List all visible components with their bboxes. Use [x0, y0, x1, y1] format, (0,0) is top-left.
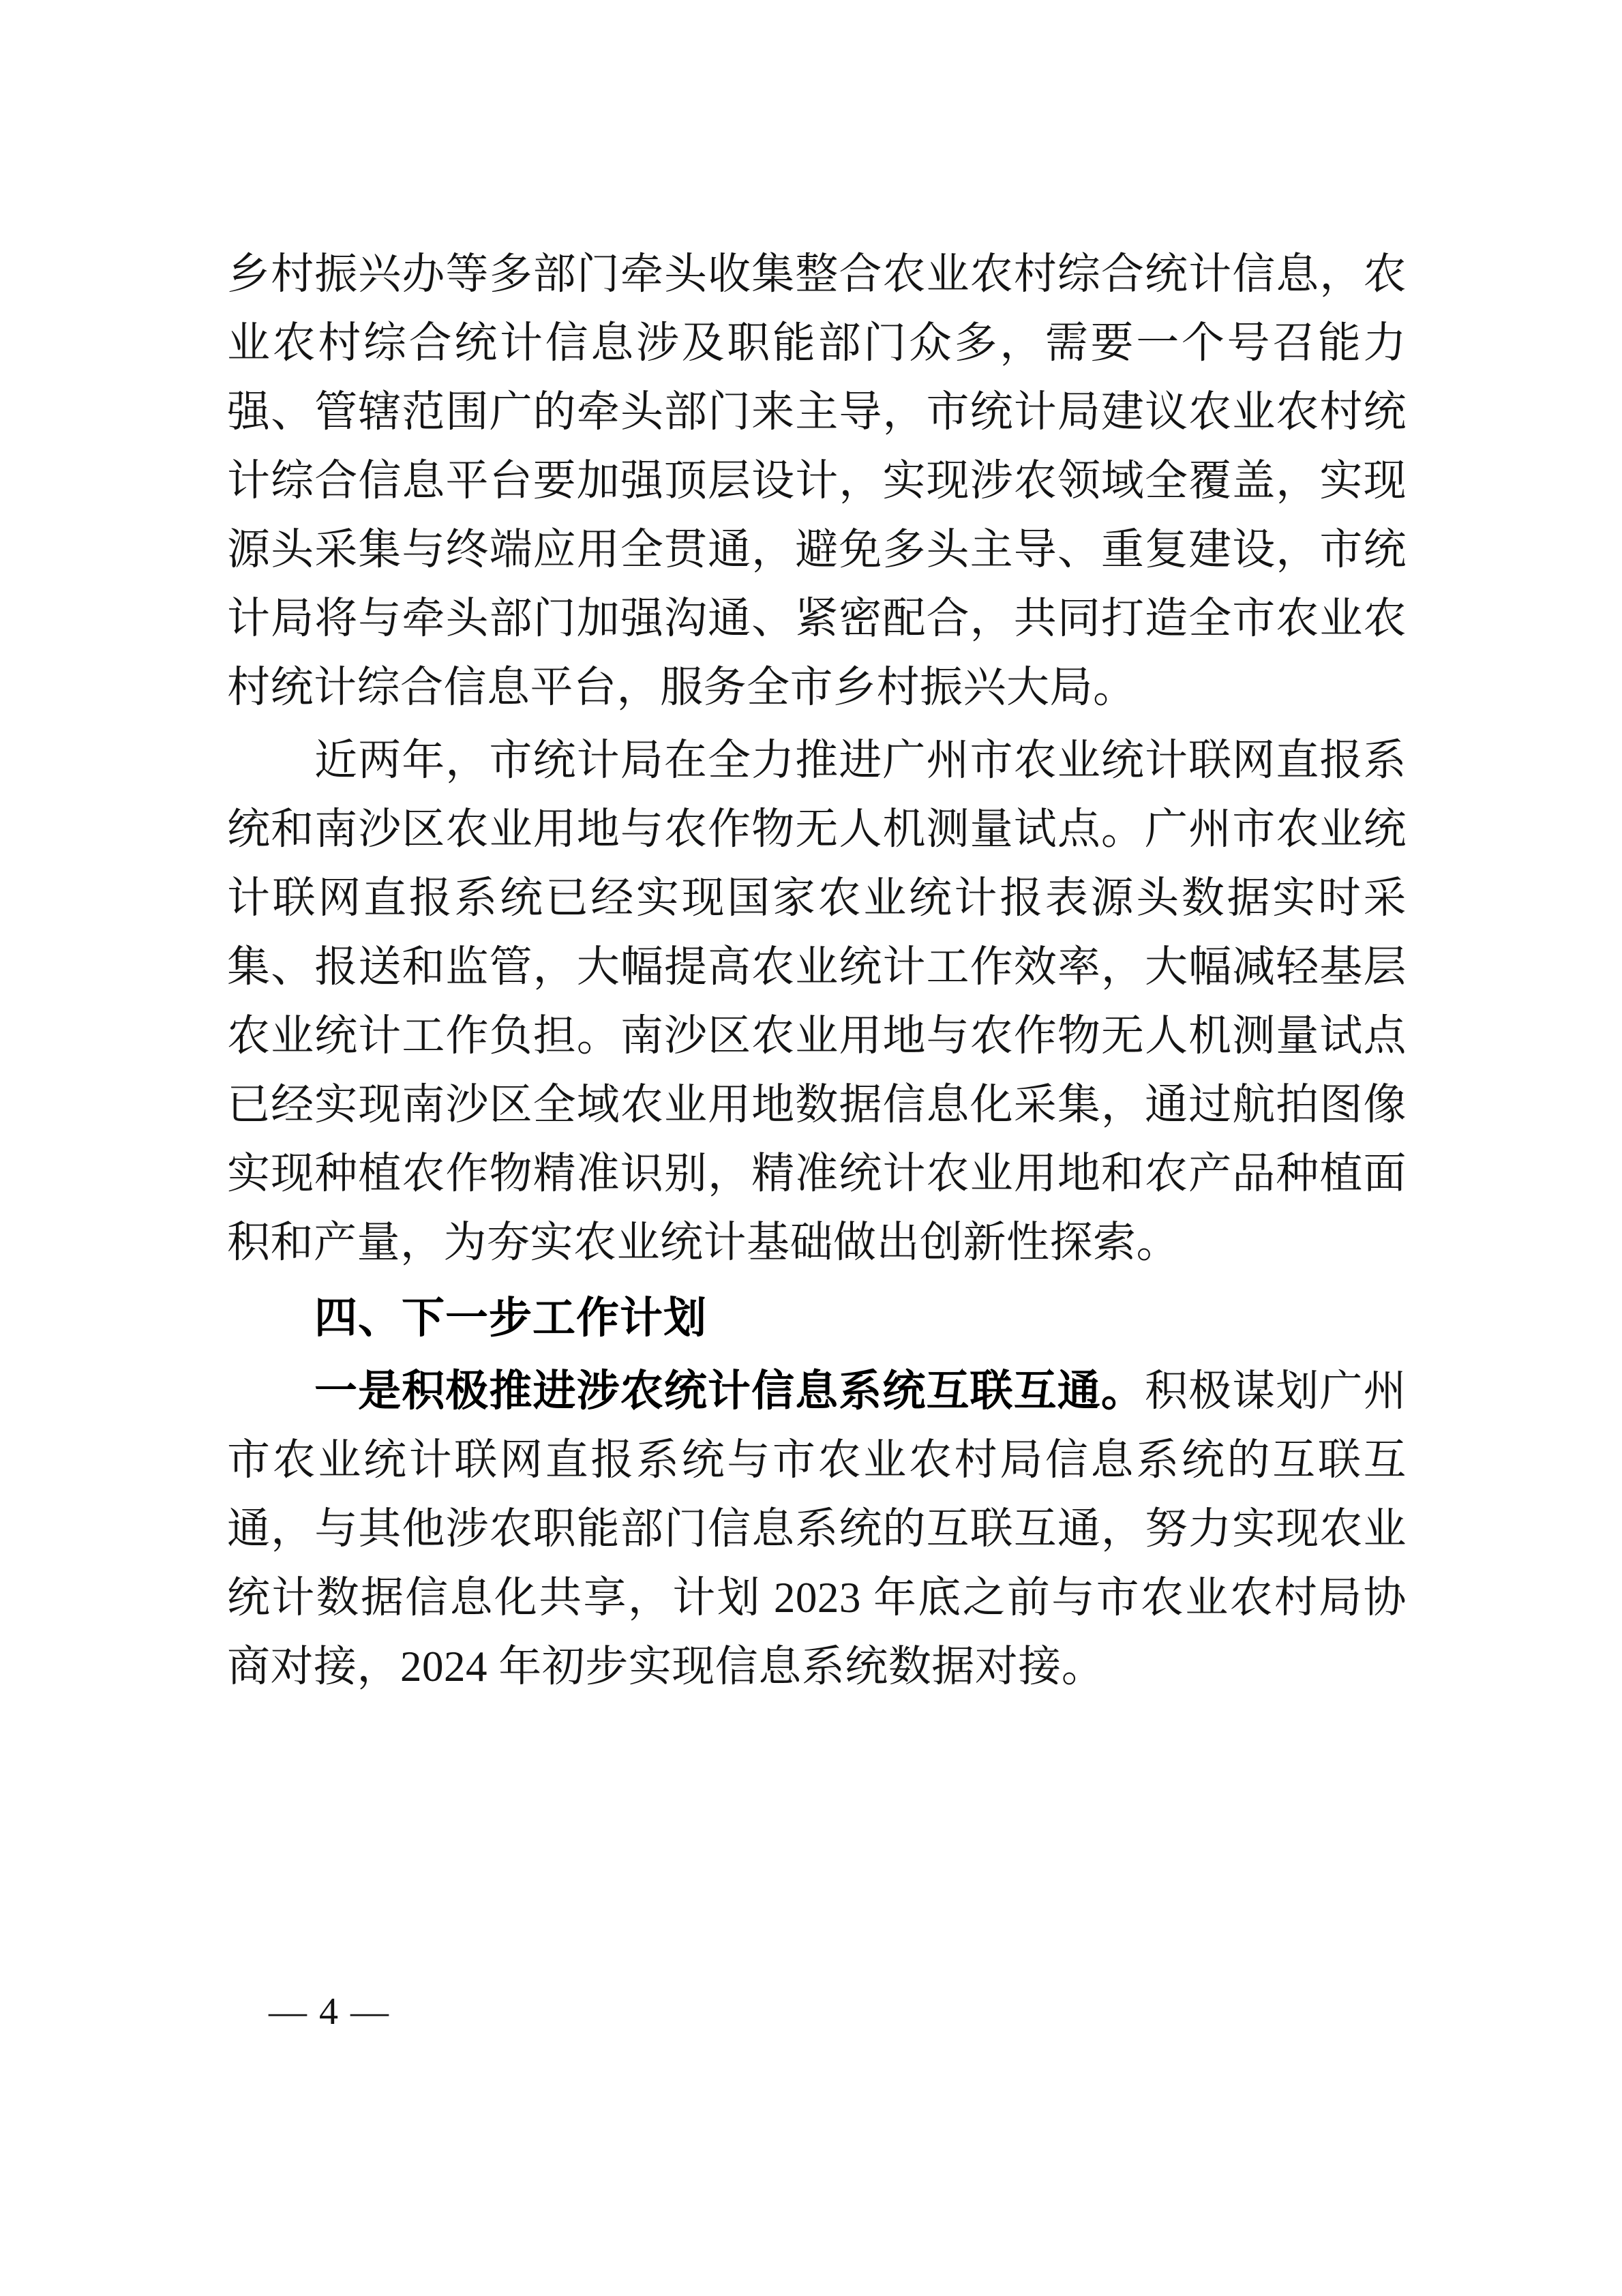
subsection-lead-run: 一是积极推进涉农统计信息系统互联互通。: [314, 1367, 1145, 1415]
page-number-footer: — 4 —: [269, 1991, 390, 2033]
section-heading-next-step-work-plan: 四、下一步工作计划: [314, 1294, 707, 1342]
paragraph-recent-two-years: 近两年，市统计局在全力推进广州市农业统计联网直报系统和南沙区农业用地与农作物无人机测量试点。广州市农业统计联网直报系统已经实现国家农业统计报表源头数据实时采集、报送和监管，大幅提高农业统计工作效率，大幅减轻基层农业统计工作负担。南沙区农业用地与农作物无人机测量试点已经实现南沙区全域农业用地数据信息化采集，通过航拍图像实现种植农作物精准识别，精准统计农业用地和农产品种植面积和产量，为夯实农业统计基础做出创新性探索。: [227, 736, 1407, 1266]
heading-spacer: [227, 1277, 1407, 1284]
paragraph-continued: 乡村振兴办等多部门牵头收集整合农业农村综合统计信息，农业农村综合统计信息涉及职能部门众多，需要一个号召能力强、管辖范围广的牵头部门来主导，市统计局建议农业农村统计综合信息平台要加强顶层设计，实现涉农领域全覆盖，实现源头采集与终端应用全贯通，避免多头主导、重复建设，市统计局将与牵头部门加强沟通、紧密配合，共同打造全市农业农村统计综合信息平台，服务全市乡村振兴大局。: [227, 250, 1407, 711]
text-column: [227, 240, 1407, 1701]
subsection-paragraph-interconnection: [227, 1357, 1407, 1701]
subsection-body-run: 积极谋划广州市农业统计联网直报系统与市农业农村局信息系统的互联互通，与其他涉农职能部门信息系统的互联互通，努力实现农业统计数据信息化共享，计划 2023 年底之前与市农业农村局协商对接，2024 年初步实现信息系统数据对接。: [227, 1367, 1407, 1690]
